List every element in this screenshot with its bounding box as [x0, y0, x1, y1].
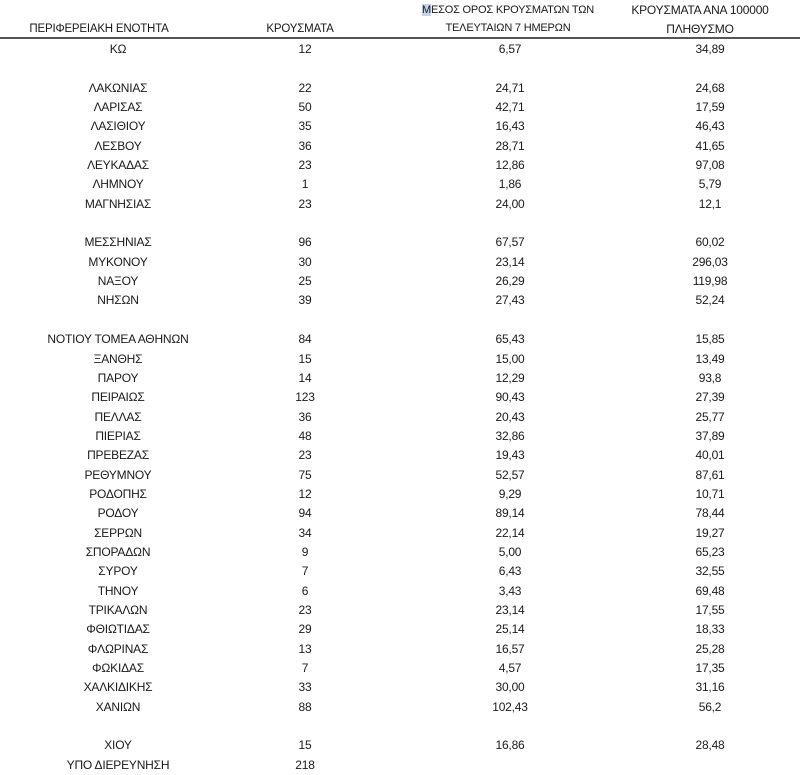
avg7-cell: 65,43 — [495, 332, 525, 347]
cases-cell: 50 — [298, 100, 312, 115]
region-cell: ΠΑΡΟΥ — [97, 370, 139, 385]
avg7-cell: 16,57 — [495, 641, 525, 656]
avg7-cell: 1,86 — [498, 177, 522, 192]
region-cell: ΜΕΣΣΗΝΙΑΣ — [84, 235, 152, 250]
per100k-cell: 13,49 — [695, 351, 725, 366]
per100k-cell: 12,1 — [698, 196, 722, 211]
per100k-cell: 40,01 — [695, 448, 725, 463]
region-cell: ΝΟΤΙΟΥ ΤΟΜΕΑ ΑΘΗΝΩΝ — [47, 332, 189, 347]
avg7-cell: 12,29 — [495, 370, 525, 385]
avg7-cell: 26,29 — [495, 274, 525, 289]
table-row — [0, 698, 800, 717]
cases-cell: 75 — [298, 467, 312, 482]
region-cell: ΞΑΝΘΗΣ — [93, 351, 143, 366]
avg7-cell: 3,43 — [498, 583, 522, 598]
region-cell: ΠΡΕΒΕΖΑΣ — [87, 448, 149, 463]
table-row — [0, 137, 800, 156]
per100k-cell: 37,89 — [695, 428, 725, 443]
per100k-cell: 10,71 — [695, 486, 725, 501]
per100k-cell: 296,03 — [692, 254, 728, 269]
per100k-cell: 93,8 — [698, 370, 722, 385]
table-row — [0, 117, 800, 136]
cases-cell: 12 — [298, 42, 312, 56]
region-cell: ΝΗΣΩΝ — [97, 293, 139, 308]
avg7-cell: 90,43 — [495, 390, 525, 405]
header-avg-line2: ΤΕΛΕΥΤΑΙΩΝ 7 ΗΜΕΡΩΝ — [445, 22, 571, 34]
avg7-cell: 23,14 — [495, 602, 525, 617]
per100k-cell: 5,79 — [698, 177, 722, 192]
table-row — [0, 466, 800, 485]
table-row — [0, 504, 800, 523]
region-cell: ΦΩΚΙΔΑΣ — [92, 661, 144, 675]
cases-cell: 34 — [298, 525, 312, 540]
per100k-cell: 52,24 — [695, 293, 725, 308]
table-row — [0, 620, 800, 639]
cases-cell: 36 — [298, 409, 312, 424]
cases-cell: 39 — [298, 293, 312, 308]
per100k-cell: 119,98 — [692, 274, 728, 289]
avg7-cell: 42,71 — [495, 100, 525, 115]
per100k-cell: 31,16 — [695, 680, 725, 695]
avg7-cell: 5,00 — [498, 544, 522, 559]
cases-cell: 14 — [298, 370, 312, 385]
header-per100k-line1: ΚΡΟΥΣΜΑΤΑ ΑΝΑ 100000 — [631, 3, 769, 17]
avg7-cell: 16,86 — [495, 738, 525, 753]
cases-cell: 84 — [298, 332, 312, 347]
table-row — [0, 582, 800, 601]
per100k-cell: 41,65 — [695, 138, 725, 153]
cases-table — [0, 40, 800, 775]
per100k-cell: 17,35 — [695, 661, 725, 675]
header-avg-line1: ΕΣΟΣ ΟΡΟΣ ΚΡΟΥΣΜΑΤΩΝ ΤΩΝ — [430, 4, 594, 16]
avg7-cell: 32,86 — [495, 428, 525, 443]
cases-cell: 15 — [298, 738, 312, 753]
avg7-cell: 22,14 — [495, 525, 525, 540]
region-cell: ΠΙΕΡΙΑΣ — [95, 428, 141, 443]
header-cases: ΚΡΟΥΣΜΑΤΑ — [266, 23, 334, 35]
header-7day-average — [408, 1, 608, 37]
avg7-cell: 52,57 — [495, 467, 525, 482]
table-row — [0, 543, 800, 562]
region-cell: ΝΑΞΟΥ — [97, 274, 139, 289]
table-row — [0, 601, 800, 620]
avg7-cell: 12,86 — [495, 158, 525, 173]
cases-cell: 6 — [301, 583, 309, 598]
table-row — [0, 678, 800, 697]
region-cell: ΧΑΝΙΩΝ — [95, 699, 141, 714]
table-row — [0, 98, 800, 117]
cases-cell: 36 — [298, 138, 312, 153]
cases-cell: 23 — [298, 448, 312, 463]
per100k-cell: 60,02 — [695, 235, 725, 250]
table-row — [0, 175, 800, 194]
region-cell: ΜΑΓΝΗΣΙΑΣ — [84, 196, 152, 211]
region-cell: ΧΑΛΚΙΔΙΚΗΣ — [83, 680, 153, 695]
avg7-cell: 28,71 — [495, 138, 525, 153]
table-row — [0, 659, 800, 678]
per100k-cell: 25,28 — [695, 641, 725, 656]
table-row — [0, 736, 800, 755]
cases-cell: 30 — [298, 254, 312, 269]
header-divider — [0, 37, 800, 39]
table-row — [0, 233, 800, 252]
header-per-100k — [612, 1, 788, 39]
table-row — [0, 388, 800, 407]
region-cell: ΧΙΟΥ — [104, 738, 132, 753]
per100k-cell: 18,33 — [695, 622, 725, 637]
header-avg-highlighted-letter: Μ — [422, 4, 431, 16]
per100k-cell: 56,2 — [698, 699, 722, 714]
avg7-cell: 20,43 — [495, 409, 525, 424]
region-cell: ΣΕΡΡΩΝ — [94, 525, 142, 540]
per100k-cell: 32,55 — [695, 564, 725, 579]
table-row — [0, 408, 800, 427]
region-cell: ΥΠΟ ΔΙΕΡΕΥΝΗΣΗ — [66, 757, 170, 772]
region-cell: ΠΕΛΛΑΣ — [94, 409, 142, 424]
avg7-cell: 27,43 — [495, 293, 525, 308]
avg7-cell: 24,71 — [495, 80, 525, 95]
per100k-cell: 87,61 — [695, 467, 725, 482]
per100k-cell: 15,85 — [695, 332, 725, 347]
avg7-cell: 89,14 — [495, 506, 525, 521]
table-row — [0, 350, 800, 369]
cases-cell: 23 — [298, 196, 312, 211]
per100k-cell: 28,48 — [695, 738, 725, 753]
per100k-cell: 97,08 — [695, 158, 725, 173]
region-cell: ΛΗΜΝΟΥ — [92, 177, 144, 192]
cases-cell: 7 — [301, 564, 309, 579]
region-cell: ΚΩ — [109, 42, 127, 56]
cases-cell: 29 — [298, 622, 312, 637]
region-cell: ΛΕΥΚΑΔΑΣ — [87, 158, 149, 173]
per100k-cell: 27,39 — [695, 390, 725, 405]
cases-cell: 23 — [298, 602, 312, 617]
region-cell: ΛΑΣΙΘΙΟΥ — [90, 119, 146, 134]
cases-cell: 23 — [298, 158, 312, 173]
region-cell: ΡΟΔΟΠΗΣ — [89, 486, 147, 501]
region-cell: ΜΥΚΟΝΟΥ — [88, 254, 148, 269]
cases-cell: 94 — [298, 506, 312, 521]
per100k-cell: 19,27 — [695, 525, 725, 540]
avg7-cell: 16,43 — [495, 119, 525, 134]
cases-cell: 7 — [301, 661, 309, 675]
per100k-cell: 46,43 — [695, 119, 725, 134]
region-cell: ΦΘΙΩΤΙΔΑΣ — [86, 622, 150, 637]
header-region: ΠΕΡΙΦΕΡΕΙΑΚΗ ΕΝΟΤΗΤΑ — [29, 23, 169, 35]
avg7-cell: 9,29 — [498, 486, 522, 501]
avg7-cell: 67,57 — [495, 235, 525, 250]
table-row — [0, 272, 800, 291]
per100k-cell: 34,89 — [695, 42, 725, 56]
region-cell: ΛΕΣΒΟΥ — [94, 138, 142, 153]
cases-cell: 35 — [298, 119, 312, 134]
region-cell: ΛΑΡΙΣΑΣ — [93, 100, 143, 115]
table-row — [0, 330, 800, 349]
cases-cell: 218 — [295, 757, 315, 772]
region-cell: ΡΕΘΥΜΝΟΥ — [84, 467, 152, 482]
cases-cell: 13 — [298, 641, 312, 656]
cases-cell: 1 — [301, 177, 309, 192]
table-row — [0, 446, 800, 465]
table-row — [0, 156, 800, 175]
avg7-cell: 25,14 — [495, 622, 525, 637]
table-row — [0, 427, 800, 446]
region-cell: ΤΡΙΚΑΛΩΝ — [88, 602, 148, 617]
table-row — [0, 195, 800, 214]
table-row — [0, 369, 800, 388]
avg7-cell: 30,00 — [495, 680, 525, 695]
cases-cell: 33 — [298, 680, 312, 695]
avg7-cell: 15,00 — [495, 351, 525, 366]
cases-cell: 15 — [298, 351, 312, 366]
per100k-cell: 25,77 — [695, 409, 725, 424]
per100k-cell: 78,44 — [695, 506, 725, 521]
cases-cell: 25 — [298, 274, 312, 289]
table-row — [0, 562, 800, 581]
region-cell: ΣΠΟΡΑΔΩΝ — [85, 544, 151, 559]
avg7-cell: 6,57 — [498, 42, 522, 56]
avg7-cell: 4,57 — [498, 661, 522, 675]
region-cell: ΣΥΡΟΥ — [98, 564, 138, 579]
per100k-cell: 17,55 — [695, 602, 725, 617]
cases-cell: 88 — [298, 699, 312, 714]
table-row — [0, 485, 800, 504]
region-cell: ΡΟΔΟΥ — [97, 506, 139, 521]
cases-cell: 96 — [298, 235, 312, 250]
avg7-cell: 6,43 — [498, 564, 522, 579]
table-row — [0, 524, 800, 543]
region-cell: ΛΑΚΩΝΙΑΣ — [88, 80, 148, 95]
table-row — [0, 291, 800, 310]
table-row — [0, 40, 800, 59]
table-row — [0, 253, 800, 272]
cases-cell: 123 — [295, 390, 315, 405]
region-cell: ΦΛΩΡΙΝΑΣ — [87, 641, 149, 656]
table-row — [0, 79, 800, 98]
avg7-cell: 24,00 — [495, 196, 525, 211]
avg7-cell: 23,14 — [495, 254, 525, 269]
table-row — [0, 640, 800, 659]
region-cell: ΠΕΙΡΑΙΩΣ — [91, 390, 145, 405]
per100k-cell: 69,48 — [695, 583, 725, 598]
region-cell: ΤΗΝΟΥ — [97, 583, 139, 598]
per100k-cell: 24,68 — [695, 80, 725, 95]
table-row — [0, 756, 800, 775]
cases-cell: 22 — [298, 80, 312, 95]
avg7-cell: 19,43 — [495, 448, 525, 463]
per100k-cell: 17,59 — [695, 100, 725, 115]
cases-cell: 9 — [301, 544, 309, 559]
header-per100k-line2: ΠΛΗΘΥΣΜΟ — [666, 22, 734, 36]
avg7-cell: 102,43 — [492, 699, 528, 714]
cases-cell: 48 — [298, 428, 312, 443]
per100k-cell: 65,23 — [695, 544, 725, 559]
cases-cell: 12 — [298, 486, 312, 501]
